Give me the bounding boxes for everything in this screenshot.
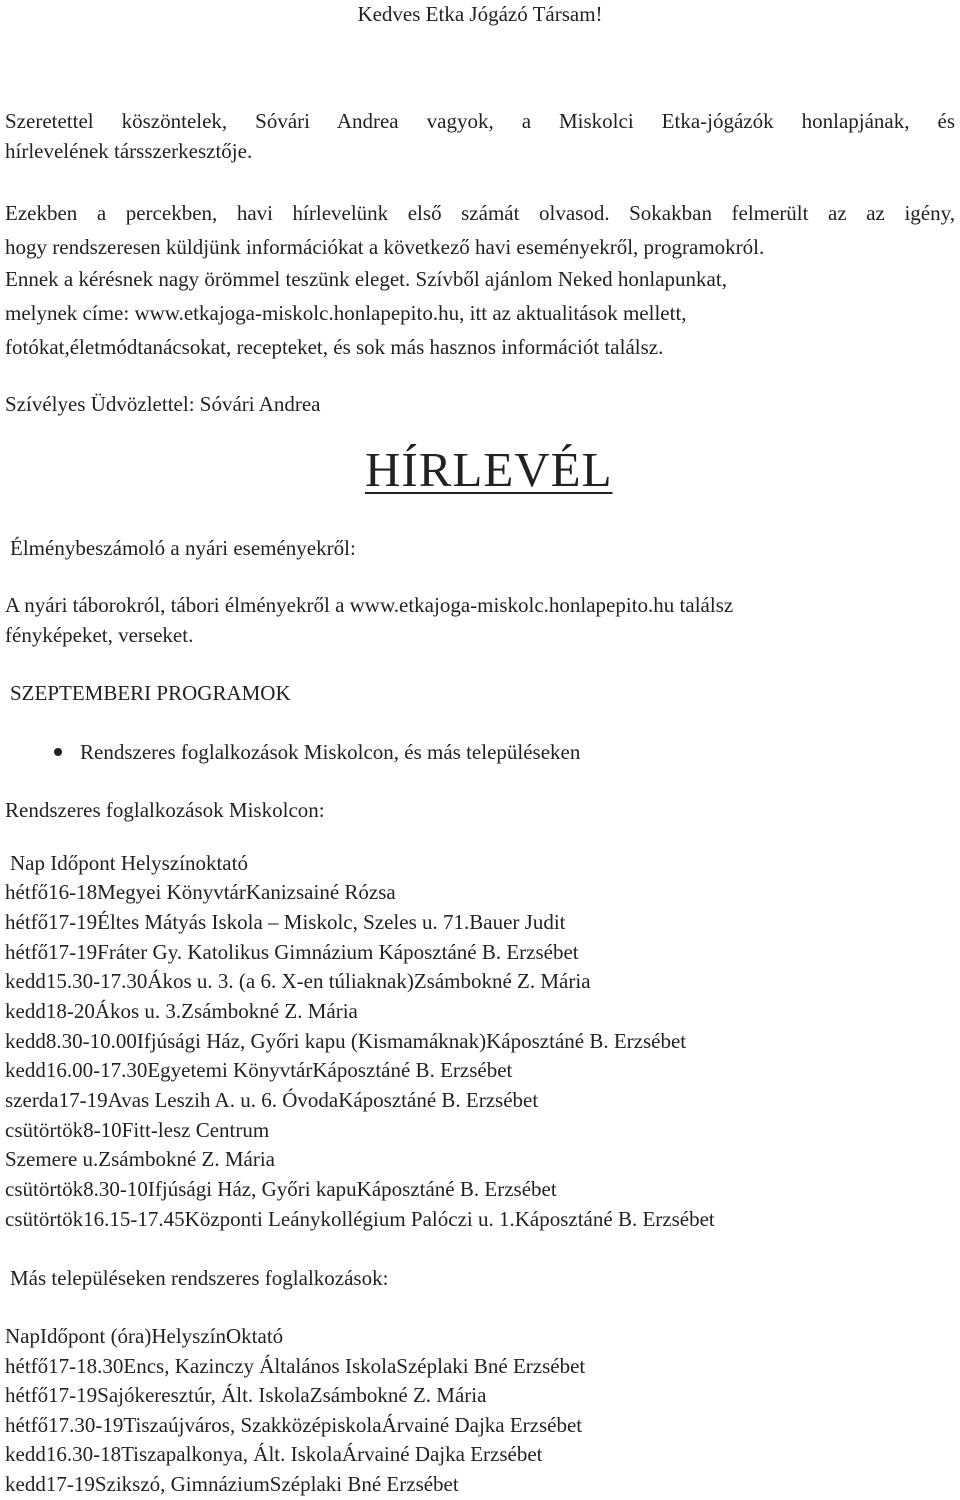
programs-heading: SZEPTEMBERI PROGRAMOK — [10, 681, 291, 705]
miskolc-table-row: kedd18-20Ákos u. 3.Zsámbokné Z. Mária — [5, 999, 358, 1023]
intro-line-1: Szeretettel köszöntelek, Sóvári Andrea vagyok, a Miskolci Etka-jógázók honlapjának, és — [5, 109, 955, 133]
miskolc-table-row: szerda17-19Avas Leszih A. u. 6. ÓvodaKáposztáné B. Erzsébet — [5, 1088, 539, 1112]
experience-heading: Élménybeszámoló a nyári eseményekről: — [10, 536, 356, 560]
body-line-1: Ezekben a percekben, havi hírlevelünk első számát olvasod. Sokakban felmerült az az igény, — [5, 201, 955, 225]
body-line-5: fotókat,életmódtanácsokat, recepteket, és sok más hasznos információt találsz. — [5, 335, 664, 359]
other-table-row: hétfő17.30-19Tiszaújváros, SzakközépiskolaÁrvainé Dajka Erzsébet — [5, 1413, 583, 1437]
other-table-row: hétfő17-19Sajókeresztúr, Ált. IskolaZsámbokné Z. Mária — [5, 1383, 487, 1407]
other-table-row: hétfő17-18.30Encs, Kazinczy Általános IskolaSzéplaki Bné Erzsébet — [5, 1354, 586, 1378]
miskolc-table-row: hétfő16-18Megyei KönyvtárKanizsainé Rózsa — [5, 880, 396, 904]
miskolc-heading: Rendszeres foglalkozások Miskolcon: — [5, 798, 325, 822]
other-table-row: kedd17-19Szikszó, GimnáziumSzéplaki Bné Erzsébet — [5, 1472, 459, 1496]
miskolc-table-header: Nap Időpont Helyszínoktató — [10, 851, 248, 875]
greeting: Kedves Etka Jógázó Társam! — [357, 2, 603, 26]
other-table-header: NapIdőpont (óra)HelyszínOktató — [5, 1324, 284, 1348]
miskolc-table-row: hétfő17-19Éltes Mátyás Iskola – Miskolc, Szeles u. 71.Bauer Judit — [5, 910, 566, 934]
miskolc-table-row: kedd15.30-17.30Ákos u. 3. (a 6. X-en túliaknak)Zsámbokné Z. Mária — [5, 969, 591, 993]
body-line-4: melynek címe: www.etkajoga-miskolc.honlapepito.hu, itt az aktualitások mellett, — [5, 301, 687, 325]
miskolc-table-row: kedd8.30-10.00Ifjúsági Ház, Győri kapu (Kismamáknak)Káposztáné B. Erzsébet — [5, 1029, 687, 1053]
signoff: Szívélyes Üdvözlettel: Sóvári Andrea — [5, 392, 321, 416]
miskolc-table-row: kedd16.00-17.30Egyetemi KönyvtárKáposztáné B. Erzsébet — [5, 1058, 513, 1082]
other-table-row: kedd16.30-18Tiszapalkonya, Ált. IskolaÁrvainé Dajka Erzsébet — [5, 1442, 543, 1466]
miskolc-table-row: csütörtök8-10Fitt-lesz Centrum — [5, 1118, 270, 1142]
miskolc-table-row: csütörtök16.15-17.45Központi Leánykollégium Palóczi u. 1.Káposztáné B. Erzsébet — [5, 1207, 715, 1231]
miskolc-table-row: hétfő17-19Fráter Gy. Katolikus Gimnázium Káposztáné B. Erzsébet — [5, 940, 579, 964]
miskolc-table-row: Szemere u.Zsámbokné Z. Mária — [5, 1147, 275, 1171]
bullet-item: Rendszeres foglalkozások Miskolcon, és más településeken — [80, 740, 581, 764]
miskolc-table-row: csütörtök8.30-10Ifjúsági Ház, Győri kapuKáposztáné B. Erzsébet — [5, 1177, 557, 1201]
body-line-2: hogy rendszeresen küldjünk információkat a következő havi eseményekről, programokról. — [5, 235, 765, 259]
experience-text-line-2: fényképeket, verseket. — [5, 623, 194, 647]
body-line-3: Ennek a kérésnek nagy örömmel teszünk eleget. Szívből ajánlom Neked honlapunkat, — [5, 267, 727, 291]
intro-line-2: hírlevelének társszerkesztője. — [5, 139, 253, 163]
newsletter-title: HÍRLEVÉL — [365, 442, 613, 497]
other-heading: Más településeken rendszeres foglalkozások: — [10, 1266, 389, 1290]
experience-text-line-1: A nyári táborokról, tábori élményekről a www.etkajoga-miskolc.honlapepito.hu találsz — [5, 593, 734, 617]
bullet-dot-icon — [54, 748, 62, 756]
